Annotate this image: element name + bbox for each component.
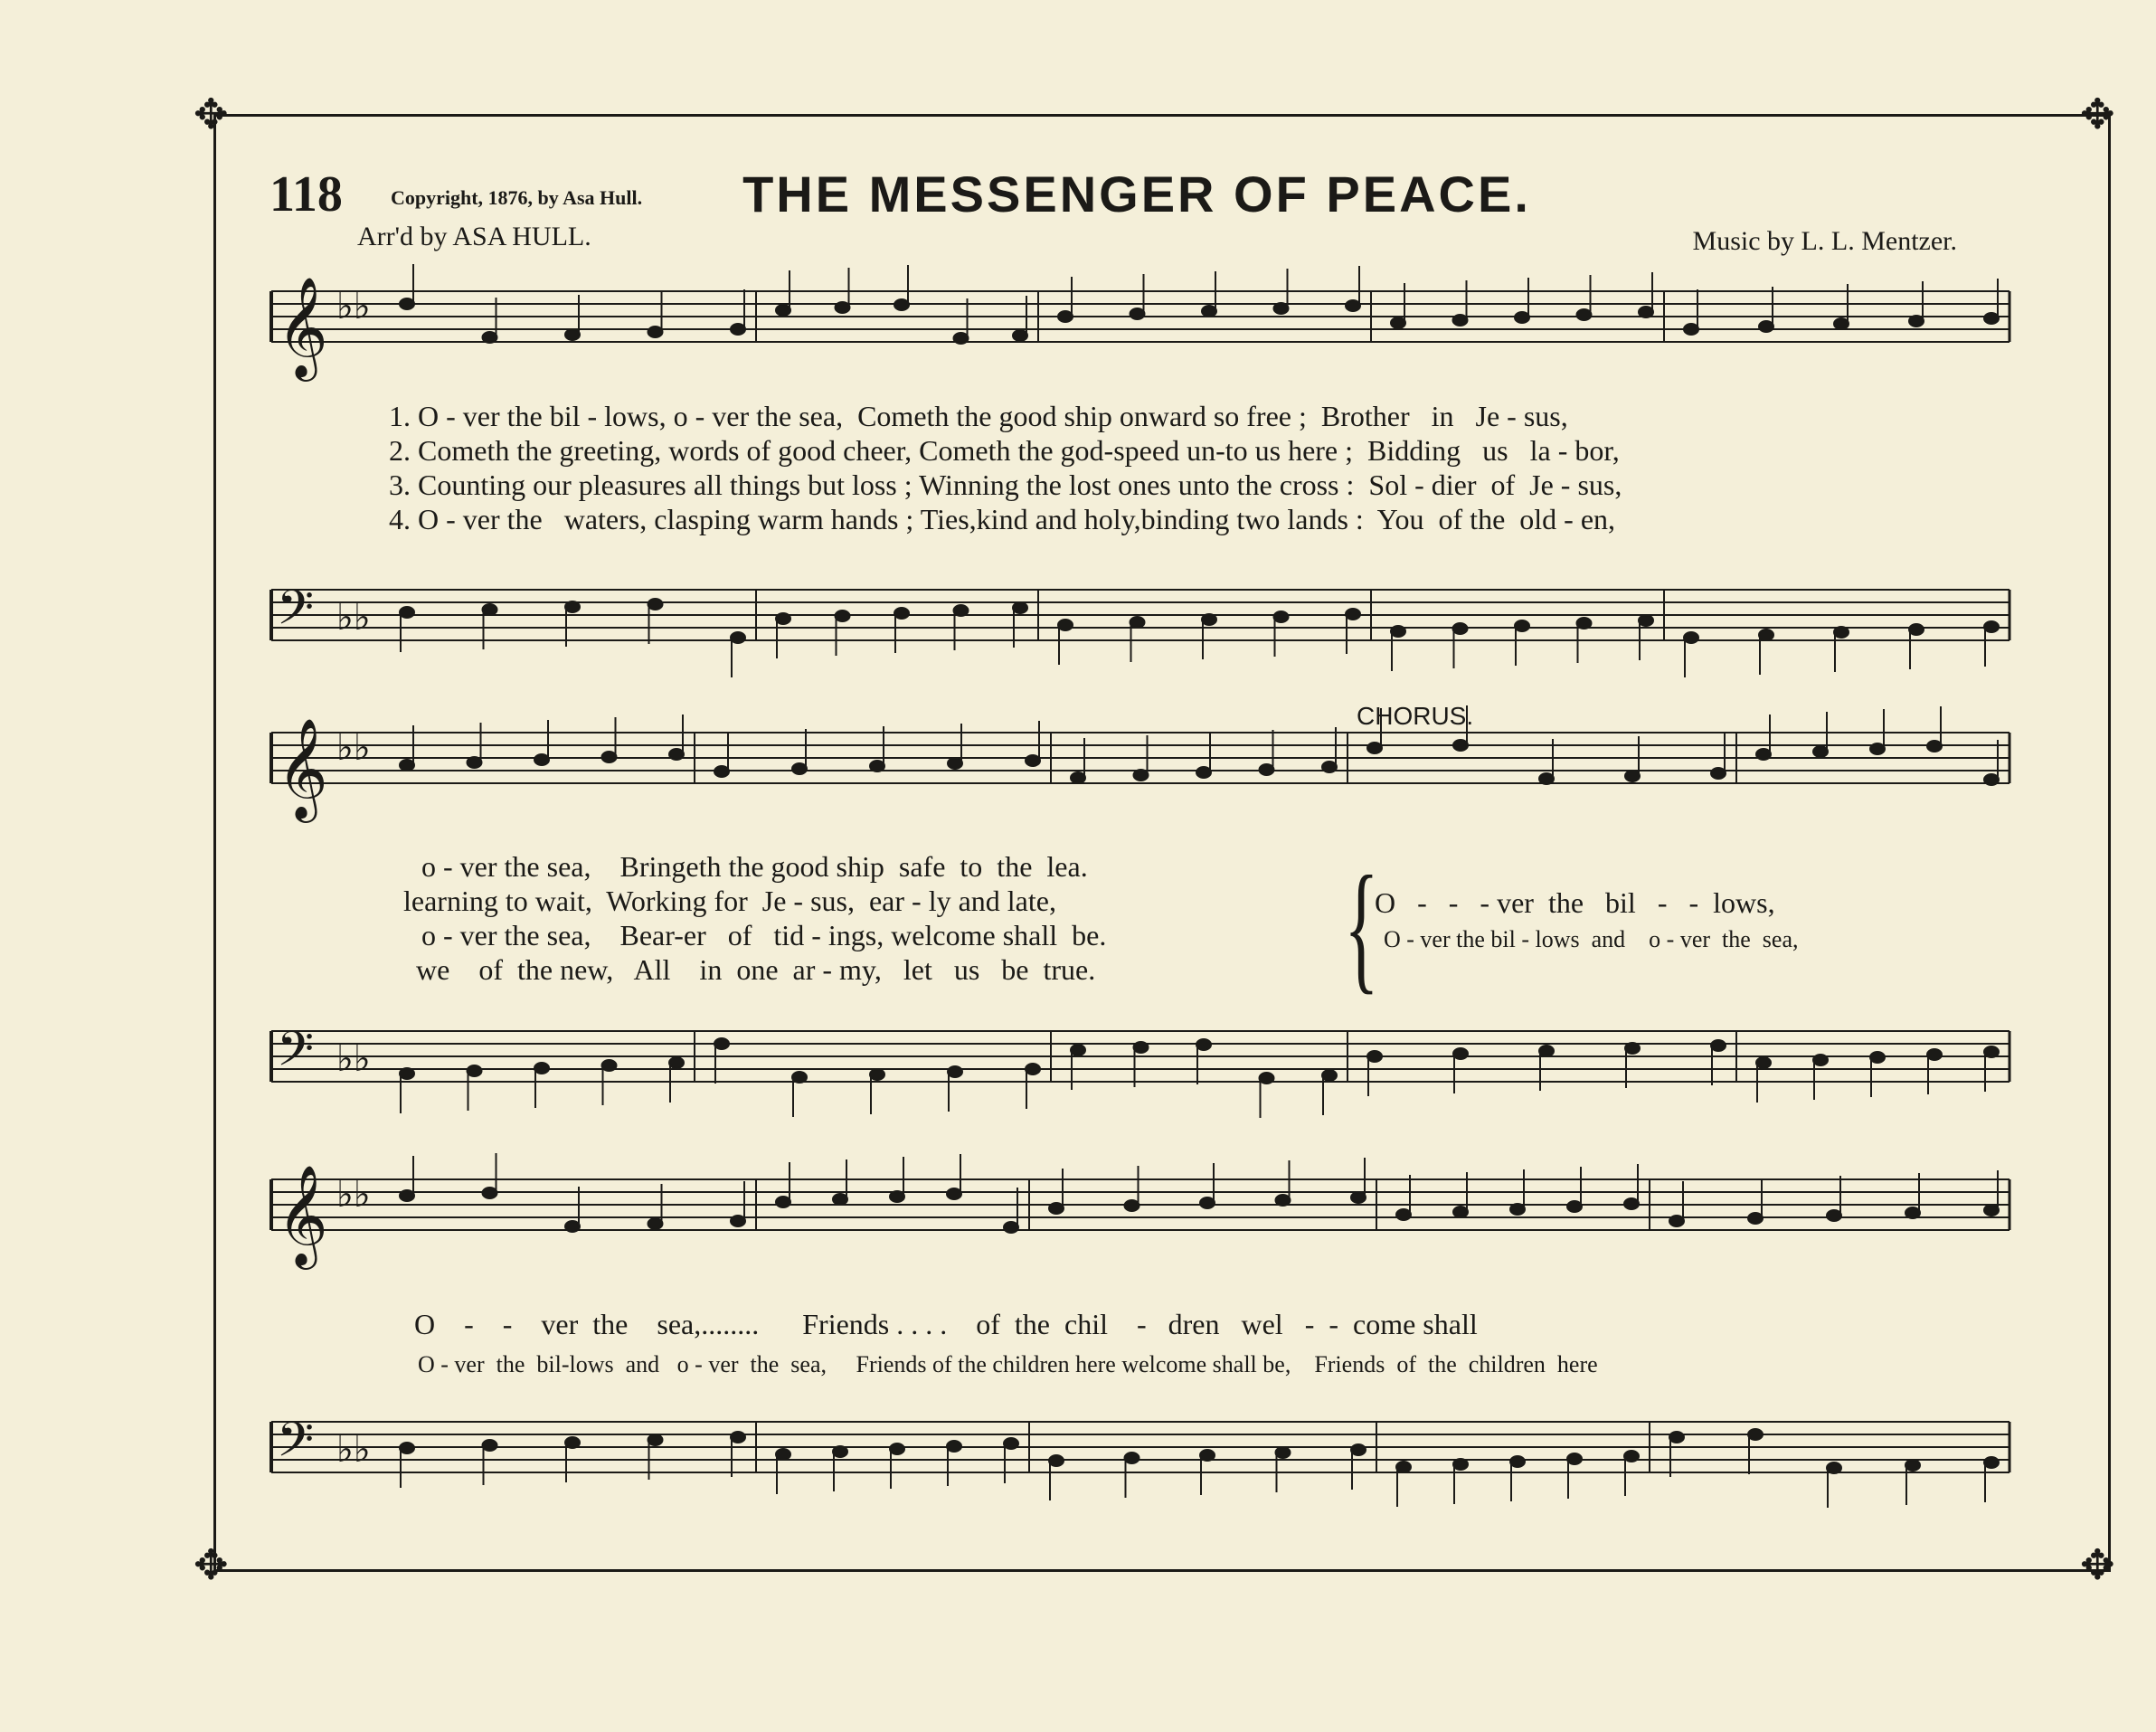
note-head (1984, 621, 1999, 632)
note-head (1130, 308, 1145, 319)
note-head (1539, 773, 1554, 784)
note-head (1322, 1070, 1337, 1081)
note-head (1827, 1210, 1841, 1221)
note-head (1905, 1207, 1920, 1218)
note-head (1276, 1447, 1291, 1458)
note-head (776, 1449, 790, 1460)
note-head (1669, 1216, 1684, 1226)
note-head (836, 610, 850, 621)
note-head (1276, 1195, 1291, 1206)
note-head (1759, 321, 1773, 332)
verse-number: 1. (389, 400, 411, 432)
lyric: Cometh the good ship onward so free ; (857, 400, 1307, 432)
system2-verse-1: o - ver the sea, Bringeth the good ship safe to the lea. (421, 850, 1088, 883)
note-head (669, 1057, 684, 1068)
flat-icon: ♭♭ (336, 1174, 371, 1216)
note-head (1396, 1209, 1411, 1220)
note-head (1013, 330, 1027, 341)
note-head (1004, 1438, 1018, 1449)
note-head (400, 1068, 414, 1079)
lyric: la - bor, (1529, 434, 1620, 467)
note-head (833, 1446, 847, 1457)
note-head (1453, 1207, 1468, 1217)
note-head (400, 298, 414, 309)
note-head (1004, 1222, 1018, 1233)
system2-verse-4: we of the new, All in one ar - my, let us be true. (416, 953, 1096, 986)
note-head (870, 761, 884, 771)
note-head (1274, 303, 1289, 314)
bass-clef-icon: 𝄢 (277, 581, 315, 648)
lyric: all things but loss ; (693, 468, 913, 501)
flat-icon: ♭♭ (336, 597, 371, 639)
lyric: words of good cheer, (668, 434, 913, 467)
note-head (1684, 632, 1698, 643)
note-head (731, 1216, 745, 1226)
note-head (1071, 1045, 1085, 1055)
note-head (894, 608, 909, 619)
lyric: of the (1438, 503, 1506, 535)
copyright-notice: Copyright, 1876, by Asa Hull. (391, 186, 643, 209)
note-head (468, 1065, 482, 1076)
note-head (1984, 1046, 1999, 1057)
note-head (1748, 1213, 1763, 1224)
note-head (1870, 1052, 1885, 1063)
note-head (534, 1063, 549, 1074)
note-head (1577, 309, 1592, 320)
verse-brace: { (1344, 846, 1379, 1007)
lyric: Je - sus, (1529, 468, 1622, 501)
note-head (602, 1060, 617, 1071)
lyric: Counting our pleasures (418, 468, 686, 501)
lyric: Ties,kind and holy,binding two lands : (920, 503, 1364, 535)
lyric: Sol - dier (1368, 468, 1477, 501)
note-head (483, 604, 497, 615)
lyric: O - ver the (418, 503, 543, 535)
note-head (400, 1443, 414, 1453)
corner-ornament-bottom-right: ✥ (2080, 1542, 2115, 1588)
note-head (1351, 1192, 1366, 1203)
lyric: Cometh the god-speed un-to us here ; (919, 434, 1354, 467)
note-head (1202, 614, 1216, 625)
flat-icon: ♭♭ (336, 1038, 371, 1080)
lyric: us (1482, 434, 1508, 467)
corner-ornament-top-right: ✥ (2080, 91, 2115, 137)
lyric: in (1431, 400, 1454, 432)
lyric: Bidding (1367, 434, 1461, 467)
note-head (1984, 774, 1999, 785)
bass-clef-icon: 𝄢 (277, 1022, 315, 1089)
note-head (1827, 1462, 1841, 1473)
verse-number: 2. (389, 434, 411, 467)
note-head (714, 766, 729, 777)
note-head (1134, 1042, 1149, 1053)
note-head (1453, 1048, 1468, 1059)
note-head (833, 1194, 847, 1205)
note-head (1346, 300, 1360, 311)
note-head (894, 299, 909, 310)
note-head (565, 1221, 580, 1232)
verse-number: 4. (389, 503, 411, 535)
treble-clef-icon: 𝄞 (277, 276, 328, 377)
note-head (565, 329, 580, 340)
note-head (1013, 602, 1027, 613)
note-head (1125, 1453, 1139, 1463)
note-head (947, 1441, 961, 1452)
note-head (1200, 1450, 1215, 1461)
note-head (1134, 770, 1149, 781)
note-head (468, 757, 482, 768)
note-head (776, 1197, 790, 1207)
note-head (483, 332, 497, 343)
note-head (1711, 1040, 1726, 1051)
note-head (731, 324, 745, 335)
note-head (565, 601, 580, 612)
system3-line-1: O - - ver the sea,........ Friends . . . . of the chil - dren wel - - come shall (414, 1308, 1478, 1340)
arranger-credit: Arr'd by ASA HULL. (357, 222, 591, 251)
note-head (400, 607, 414, 618)
note-head (1870, 743, 1885, 754)
composer-credit: Music by L. L. Mentzer. (1692, 226, 1957, 256)
note-head (1756, 1057, 1771, 1068)
chorus-line-2: O - ver the bil - lows and o - ver the sea, (1384, 926, 1799, 952)
note-head (1639, 615, 1653, 626)
verse-1-line (389, 400, 1568, 433)
lyric: old - en, (1519, 503, 1616, 535)
verse-4-line (389, 503, 1615, 536)
note-head (1834, 627, 1849, 638)
note-head (776, 305, 790, 316)
note-head (1515, 312, 1529, 323)
note-head (1367, 743, 1382, 753)
note-head (948, 758, 962, 769)
verse-number: 3. (389, 468, 411, 501)
note-head (648, 1218, 663, 1229)
lyric: O - ver the bil - lows, (418, 400, 667, 432)
lyric: waters, clasping warm hands ; (563, 503, 914, 535)
flat-icon: ♭♭ (336, 286, 371, 327)
chorus-label: CHORUS. (1357, 702, 1474, 730)
note-head (954, 605, 969, 616)
note-head (776, 613, 790, 624)
note-head (731, 1432, 745, 1443)
flat-icon: ♭♭ (336, 1429, 371, 1471)
note-head (1567, 1453, 1582, 1464)
note-head (1453, 740, 1468, 751)
note-head (1453, 1459, 1468, 1470)
note-head (1260, 764, 1274, 775)
lyric: Je - sus, (1475, 400, 1568, 432)
system3-line-2: O - ver the bil-lows and o - ver the sea, Friends of the children here welcome shall be, Friends of the children here (418, 1351, 1598, 1377)
lyric: Cometh the greeting, (418, 434, 662, 467)
lyric: Winning the lost ones unto the cross : (919, 468, 1355, 501)
note-head (1367, 1051, 1382, 1062)
note-head (534, 754, 549, 765)
corner-ornament-top-left: ✥ (194, 91, 229, 137)
note-head (400, 760, 414, 771)
note-head (1196, 767, 1211, 778)
corner-ornament-bottom-left: ✥ (194, 1542, 229, 1588)
note-head (1905, 1460, 1920, 1471)
note-head (792, 1072, 807, 1083)
note-head (1577, 618, 1592, 629)
chorus-line-1: O - - - ver the bil - - lows, (1375, 886, 1775, 919)
note-head (1026, 1064, 1040, 1074)
note-head (1813, 1055, 1828, 1065)
note-head (1909, 624, 1924, 635)
note-head (1927, 741, 1942, 752)
note-head (648, 599, 663, 610)
note-head (400, 1190, 414, 1201)
note-head (1639, 307, 1653, 317)
note-head (1260, 1073, 1274, 1084)
note-head (1453, 315, 1468, 326)
note-head (1058, 620, 1073, 630)
note-head (1202, 306, 1216, 317)
note-head (1927, 1049, 1942, 1060)
note-head (890, 1191, 904, 1202)
note-head (1669, 1432, 1684, 1443)
note-head (669, 749, 684, 760)
note-head (1748, 1429, 1763, 1440)
note-head (1391, 626, 1405, 637)
note-head (947, 1188, 961, 1199)
note-head (1453, 623, 1468, 634)
note-head (1984, 1205, 1999, 1216)
lyric: Brother (1320, 400, 1410, 432)
lyric: You (1376, 503, 1424, 535)
note-head (1125, 1200, 1139, 1211)
note-head (1625, 1043, 1640, 1054)
treble-clef-icon: 𝄞 (277, 1164, 328, 1265)
note-head (1624, 1198, 1639, 1209)
note-head (1058, 311, 1073, 322)
song-title: THE MESSENGER OF PEACE. (742, 166, 1531, 222)
note-head (890, 1443, 904, 1454)
bass-clef-icon: 𝄢 (277, 1413, 315, 1480)
note-head (1130, 617, 1145, 628)
system2-verse-3: o - ver the sea, Bear-er of tid - ings, welcome shall be. (421, 919, 1107, 951)
note-head (1515, 620, 1529, 631)
note-head (1813, 746, 1828, 757)
note-head (1391, 317, 1405, 328)
note-head (1510, 1456, 1525, 1467)
clefs (277, 276, 371, 1480)
note-head (731, 632, 745, 643)
lyric: o - ver the sea, (673, 400, 844, 432)
note-head (1759, 629, 1773, 640)
flat-icon: ♭♭ (336, 727, 371, 769)
note-head (1071, 772, 1085, 783)
note-head (648, 1434, 663, 1445)
note-head (602, 752, 617, 762)
note-head (1049, 1455, 1064, 1466)
verse-2-line (389, 434, 1620, 468)
note-head (1834, 318, 1849, 329)
note-head (1624, 1451, 1639, 1462)
note-head (1510, 1204, 1525, 1215)
note-head (1049, 1203, 1064, 1214)
note-head (792, 763, 807, 774)
note-head (954, 333, 969, 344)
note-head (1984, 313, 1999, 324)
note-head (565, 1437, 580, 1448)
note-head (1984, 1457, 1999, 1468)
note-head (948, 1066, 962, 1077)
note-head (1396, 1462, 1411, 1472)
note-head (483, 1440, 497, 1451)
note-head (1274, 611, 1289, 622)
verse-3-line (389, 468, 1622, 502)
page-number: 118 (270, 166, 343, 222)
note-head (1909, 316, 1924, 327)
note-head (1711, 768, 1726, 779)
note-head (1567, 1201, 1582, 1212)
note-head (836, 302, 850, 313)
lyric: of (1490, 468, 1516, 501)
note-head (1625, 771, 1640, 781)
note-head (483, 1188, 497, 1198)
note-head (870, 1069, 884, 1080)
note-head (1196, 1039, 1211, 1050)
note-head (648, 327, 663, 337)
note-head (1026, 755, 1040, 766)
note-head (1756, 749, 1771, 760)
system2-verse-2: learning to wait, Working for Je - sus, ear - ly and late, (403, 885, 1056, 917)
note-head (1539, 1046, 1554, 1056)
note-head (1322, 762, 1337, 772)
note-head (1200, 1197, 1215, 1208)
note-head (1346, 609, 1360, 620)
note-head (714, 1038, 729, 1049)
note-head (1351, 1444, 1366, 1455)
treble-clef-icon: 𝄞 (277, 717, 328, 819)
note-head (1684, 324, 1698, 335)
